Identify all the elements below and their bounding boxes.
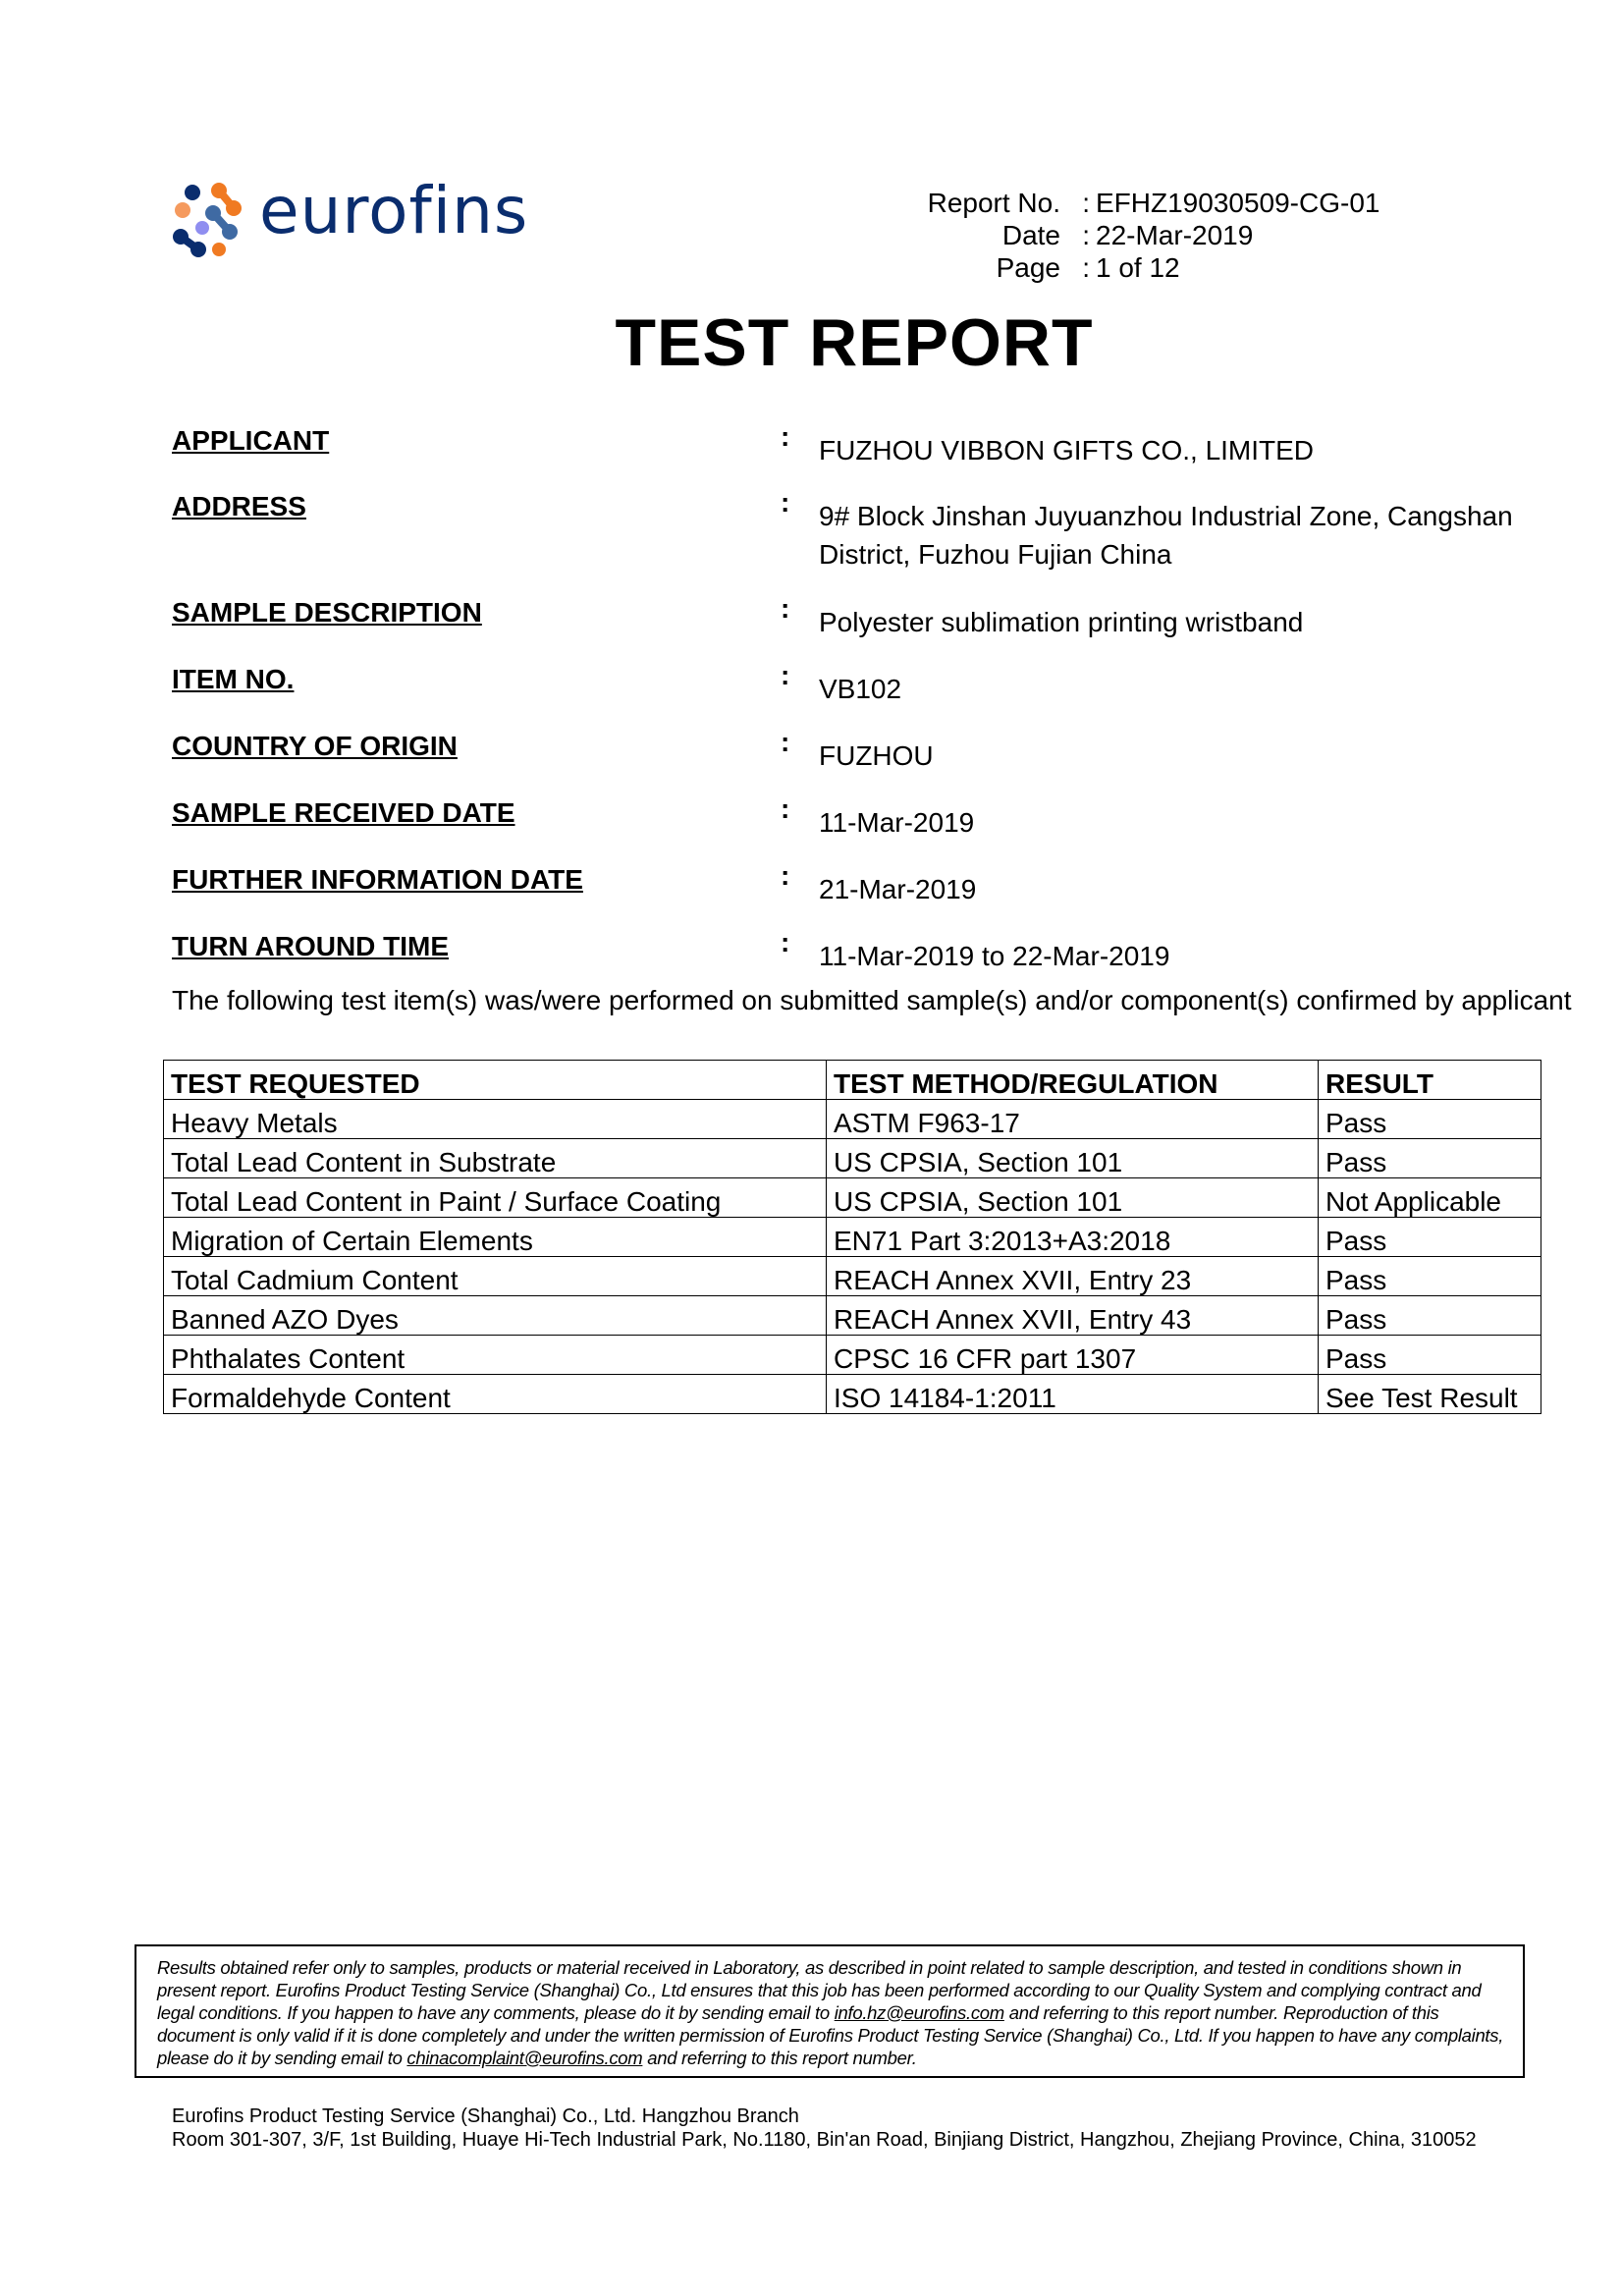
result-cell: Pass xyxy=(1319,1336,1541,1375)
footer-address xyxy=(172,2105,1586,2152)
field-label: SAMPLE DESCRIPTION xyxy=(172,597,482,628)
test-method-cell: US CPSIA, Section 101 xyxy=(827,1139,1319,1178)
test-requested-cell: Heavy Metals xyxy=(164,1100,827,1139)
separator: : xyxy=(1082,252,1090,283)
test-requested-cell: Total Lead Content in Substrate xyxy=(164,1139,827,1178)
table-row xyxy=(164,1218,1541,1257)
test-requested-cell: Migration of Certain Elements xyxy=(164,1218,827,1257)
field-colon: : xyxy=(781,727,790,757)
email-link-complaint[interactable]: chinacomplaint@eurofins.com xyxy=(406,2048,643,2068)
field-colon: : xyxy=(781,421,790,452)
footer-company: Eurofins Product Testing Service (Shanghai) Co., Ltd. Hangzhou Branch xyxy=(172,2105,799,2127)
disclaimer-box xyxy=(135,1944,1525,2078)
table-header-row xyxy=(164,1061,1541,1100)
field-value: 9# Block Jinshan Juyuanzhou Industrial Zone, Cangshan District, Fuzhou Fujian China xyxy=(819,501,1513,570)
page-title: TEST REPORT xyxy=(615,305,1094,380)
table-row xyxy=(164,1178,1541,1218)
result-cell: Pass xyxy=(1319,1218,1541,1257)
column-header: TEST REQUESTED xyxy=(164,1061,827,1100)
table-row xyxy=(164,1139,1541,1178)
field-label: FURTHER INFORMATION DATE xyxy=(172,864,583,895)
test-method-cell: REACH Annex XVII, Entry 43 xyxy=(827,1296,1319,1336)
page-number: 1 of 12 xyxy=(1096,252,1180,283)
test-method-cell: EN71 Part 3:2013+A3:2018 xyxy=(827,1218,1319,1257)
separator: : xyxy=(1082,220,1090,250)
result-cell: Pass xyxy=(1319,1257,1541,1296)
field-value: VB102 xyxy=(819,674,902,704)
page-label: Page xyxy=(996,252,1060,283)
test-method-cell: ISO 14184-1:2011 xyxy=(827,1375,1319,1414)
column-header: RESULT xyxy=(1319,1061,1541,1100)
test-method-cell: US CPSIA, Section 101 xyxy=(827,1178,1319,1218)
date-label: Date xyxy=(1001,220,1060,250)
result-cell: See Test Result xyxy=(1319,1375,1541,1414)
disclaimer-text: and referring to this report number. Reproduction of this document is only valid if it is done completely and under the written permission of Eurofins Product Testing Service (Shanghai) Co., Ltd. If you happen to have any complaints, please do it by sending email to xyxy=(157,2002,1504,2068)
field-label: TURN AROUND TIME xyxy=(172,931,450,961)
test-requested-cell: Total Lead Content in Paint / Surface Coating xyxy=(164,1178,827,1218)
report-number: EFHZ19030509-CG-01 xyxy=(1096,188,1380,218)
test-requested-cell: Phthalates Content xyxy=(164,1336,827,1375)
field-value: 11-Mar-2019 to 22-Mar-2019 xyxy=(819,941,1170,971)
field-colon: : xyxy=(781,860,790,891)
logo-wordmark: eurofins xyxy=(259,173,529,248)
disclaimer-text: and referring to this report number. xyxy=(642,2048,917,2068)
test-method-cell: REACH Annex XVII, Entry 23 xyxy=(827,1257,1319,1296)
field-colon: : xyxy=(781,593,790,624)
field-label: ITEM NO. xyxy=(172,664,295,694)
test-requested-cell: Banned AZO Dyes xyxy=(164,1296,827,1336)
column-header: TEST METHOD/REGULATION xyxy=(827,1061,1319,1100)
result-cell: Pass xyxy=(1319,1100,1541,1139)
field-colon: : xyxy=(781,927,790,957)
result-cell: Pass xyxy=(1319,1139,1541,1178)
field-colon: : xyxy=(781,660,790,690)
test-results-table xyxy=(163,1060,1541,1414)
field-label: COUNTRY OF ORIGIN xyxy=(172,731,458,761)
field-value: FUZHOU VIBBON GIFTS CO., LIMITED xyxy=(819,435,1315,465)
result-cell: Pass xyxy=(1319,1296,1541,1336)
test-method-cell: CPSC 16 CFR part 1307 xyxy=(827,1336,1319,1375)
date-row xyxy=(0,219,1622,251)
footer-address-line: Room 301-307, 3/F, 1st Building, Huaye Hi-Tech Industrial Park, No.1180, Bin'an Road, Binjiang District, Hangzhou, Zhejiang Province, China, 310052 xyxy=(172,2128,1477,2151)
report-header-info xyxy=(0,187,1622,284)
page-row xyxy=(0,251,1622,284)
table-row xyxy=(164,1375,1541,1414)
report-number-row xyxy=(0,187,1622,219)
field-label: SAMPLE RECEIVED DATE xyxy=(172,797,515,828)
field-label: APPLICANT xyxy=(172,425,330,456)
intro-text: The following test item(s) was/were performed on submitted sample(s) and/or component(s) confirmed by applicant xyxy=(172,985,1572,1015)
field-colon: : xyxy=(781,487,790,518)
field-value: Polyester sublimation printing wristband xyxy=(819,607,1304,637)
report-number-label: Report No. xyxy=(927,188,1060,218)
result-cell: Not Applicable xyxy=(1319,1178,1541,1218)
field-colon: : xyxy=(781,793,790,824)
field-value: 11-Mar-2019 xyxy=(819,807,975,838)
separator: : xyxy=(1082,188,1090,218)
table-row xyxy=(164,1336,1541,1375)
field-value: FUZHOU xyxy=(819,740,934,771)
disclaimer-text: Results obtained refer only to samples, products or material received in Laboratory, as described in point related to sample description, and tested in conditions shown in present report. Eurofins Product Testing Service (Shanghai) Co., Ltd ensures that this job has been performed according to our Quality System and complying contract and legal conditions. If you happen to have any comments, please do it by sending email to xyxy=(157,1957,1482,2023)
field-label: ADDRESS xyxy=(172,491,306,521)
table-row xyxy=(164,1257,1541,1296)
email-link-info[interactable]: info.hz@eurofins.com xyxy=(834,2002,1004,2023)
report-date: 22-Mar-2019 xyxy=(1096,220,1254,250)
table-row xyxy=(164,1100,1541,1139)
field-value: 21-Mar-2019 xyxy=(819,874,977,904)
test-requested-cell: Total Cadmium Content xyxy=(164,1257,827,1296)
test-method-cell: ASTM F963-17 xyxy=(827,1100,1319,1139)
table-row xyxy=(164,1296,1541,1336)
test-requested-cell: Formaldehyde Content xyxy=(164,1375,827,1414)
